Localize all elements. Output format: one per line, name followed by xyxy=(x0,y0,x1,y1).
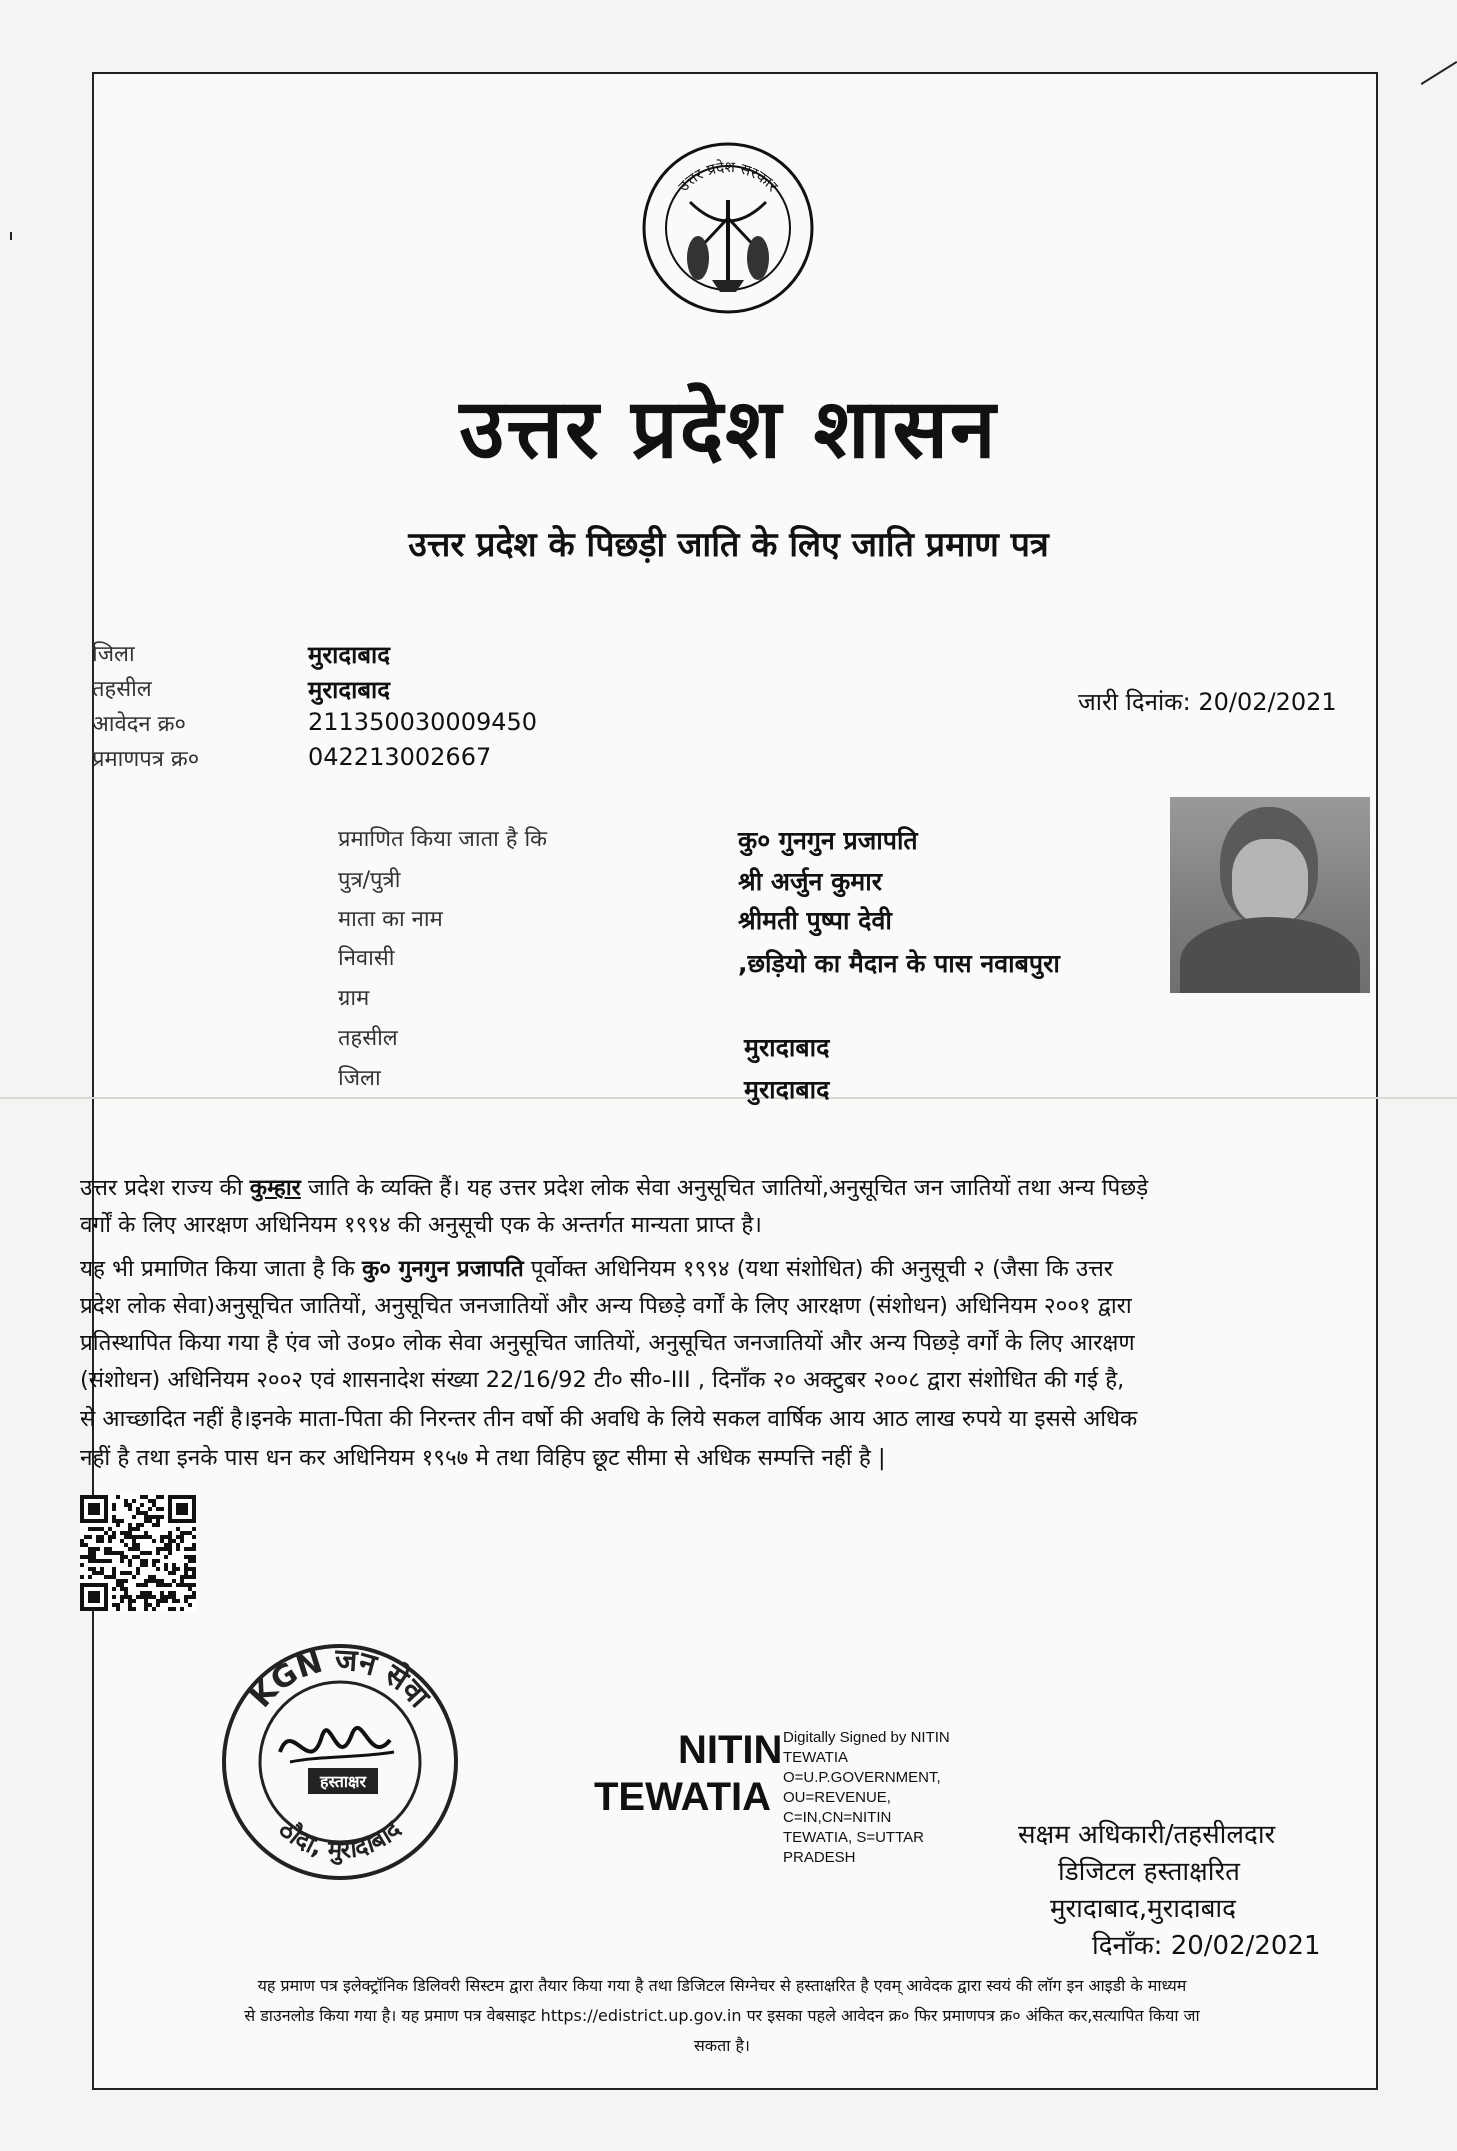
resident-label: निवासी xyxy=(338,946,395,971)
detail-district-label: जिला xyxy=(338,1066,381,1091)
up-government-emblem xyxy=(640,140,816,316)
body-line-6: (संशोधन) अधिनियम २००२ एवं शासनादेश संख्या 22/16/92 टी० सी०-III , दिनाँक २० अक्टुबर २००८ द्वारा संशोधित की गई है, xyxy=(80,1367,1125,1393)
officer-location: मुरादाबाद,मुरादाबाद xyxy=(1050,1894,1236,1924)
body-line-8: नहीं है तथा इनके पास धन कर अधिनियम १९५७ मे तथा विहिप छूट सीमा से अधिक सम्पत्ति नहीं है | xyxy=(80,1445,886,1471)
scan-dot xyxy=(10,232,12,240)
officer-signed-note: डिजिटल हस्ताक्षरित xyxy=(1058,1857,1240,1887)
officer-designation: सक्षम अधिकारी/तहसीलदार xyxy=(1018,1820,1276,1850)
application-number-value: 211350030009450 xyxy=(308,708,538,736)
detail-tehsil-value: मुरादाबाद xyxy=(744,1033,830,1062)
office-rubber-stamp xyxy=(218,1640,462,1884)
father-name: श्री अर्जुन कुमार xyxy=(738,867,882,896)
paper-fold-line xyxy=(0,1097,1457,1099)
body-line-4: प्रदेश लोक सेवा)अनुसूचित जातियों, अनुसूचित जनजातियों और अन्य पिछड़े वर्गों के लिए आरक्षण (संशोधन) अधिनियम २००१ द्वारा xyxy=(80,1293,1132,1319)
body-line-2: वर्गों के लिए आरक्षण अधिनियम १९९४ की अनुसूची एक के अन्तर्गत मान्यता प्राप्त है। xyxy=(80,1212,762,1238)
tehsil-value: मुरादाबाद xyxy=(308,676,391,704)
svg-text:ठौदा, मुरादाबाद: ठौदा, मुरादाबाद xyxy=(273,1814,407,1865)
footer-line-2: से डाउनलोड किया गया है। यह प्रमाण पत्र वेबसाइट https://edistrict.up.gov.in पर इसका पहले आवेदन क्र० फिर प्रमाणपत्र क्र० अंकित कर,सत्यापित किया जा xyxy=(244,2006,1200,2025)
officer-sign-date: दिनाँक: 20/02/2021 xyxy=(1092,1931,1321,1961)
issue-date: जारी दिनांक: 20/02/2021 xyxy=(1078,688,1337,716)
footer-line-3: सकता है। xyxy=(693,2036,750,2055)
footer-line-1: यह प्रमाण पत्र इलेक्ट्रॉनिक डिलिवरी सिस्टम द्वारा तैयार किया गया है तथा डिजिटल सिग्नेचर से हस्ताक्षरित है एवम् आवेदक द्वारा स्वयं की लॉग इन आइडी के माध्यम xyxy=(257,1976,1187,1995)
mother-label: माता का नाम xyxy=(338,907,443,932)
body-line-1: उत्तर प्रदेश राज्य की कुम्हार जाति के व्यक्ति हैं। यह उत्तर प्रदेश लोक सेवा अनुसूचित जातियों,अनुसूचित जन जातियों तथा अन्य पिछड़े xyxy=(80,1175,1149,1201)
body-line-7: से आच्छादित नहीं है।इनके माता-पिता की निरन्तर तीन वर्षो की अवधि के लिये सकल वार्षिक आय आठ लाख रुपये या इससे अधिक xyxy=(80,1406,1138,1432)
applicant-name: कु० गुनगुन प्रजापति xyxy=(738,826,918,855)
resident-address: ,छड़ियो का मैदान के पास नवाबपुरा xyxy=(738,949,1060,978)
svg-text:KGN जन सेवा: KGN जन सेवा xyxy=(243,1642,437,1715)
certificate-subtitle: उत्तर प्रदेश के पिछड़ी जाति के लिए जाति प्रमाण पत्र xyxy=(408,525,1049,565)
application-number-label: आवेदन क्र० xyxy=(92,712,186,737)
village-label: ग्राम xyxy=(338,986,370,1011)
detail-district-value: मुरादाबाद xyxy=(744,1075,830,1104)
body-line-3: यह भी प्रमाणित किया जाता है कि कु० गुनगुन प्रजापति पूर्वोक्त अधिनियम १९९४ (यथा संशोधित) की अनुसूची २ (जैसा कि उत्तर xyxy=(80,1256,1113,1282)
certificate-number-label: प्रमाणपत्र क्र० xyxy=(92,747,200,772)
scan-mark xyxy=(1421,61,1457,85)
signer-last-name: TEWATIA xyxy=(594,1775,772,1819)
detail-tehsil-label: तहसील xyxy=(338,1026,398,1051)
svg-text:हस्ताक्षर: हस्ताक्षर xyxy=(319,1772,367,1791)
page-title: उत्तर प्रदेश शासन xyxy=(459,381,998,477)
applicant-photo xyxy=(1170,797,1370,993)
qr-code[interactable] xyxy=(80,1495,196,1611)
mother-name: श्रीमती पुष्पा देवी xyxy=(738,906,892,935)
body-line-5: प्रतिस्थापित किया गया है एंव जो उ०प्र० लोक सेवा अनुसूचित जातियों, अनुसूचित जनजातियों और अन्य पिछड़े वर्गों के लिए आरक्षण xyxy=(80,1330,1135,1356)
digital-signature-details: Digitally Signed by NITIN TEWATIA O=U.P.GOVERNMENT, OU=REVENUE, C=IN,CN=NITIN TEWATIA, S=UTTAR PRADESH xyxy=(783,1729,950,1866)
child-of-label: पुत्र/पुत्री xyxy=(338,868,401,893)
certified-label: प्रमाणित किया जाता है कि xyxy=(338,827,548,852)
tehsil-label: तहसील xyxy=(92,677,152,702)
signer-first-name: NITIN xyxy=(678,1728,783,1772)
caste-name: कुम्हार xyxy=(249,1175,301,1201)
svg-text:उत्तर प्रदेश सरकार: उत्तर प्रदेश सरकार xyxy=(674,157,782,196)
certificate-number-value: 042213002667 xyxy=(308,743,492,771)
district-label: जिला xyxy=(92,642,135,667)
district-value: मुरादाबाद xyxy=(308,641,391,669)
